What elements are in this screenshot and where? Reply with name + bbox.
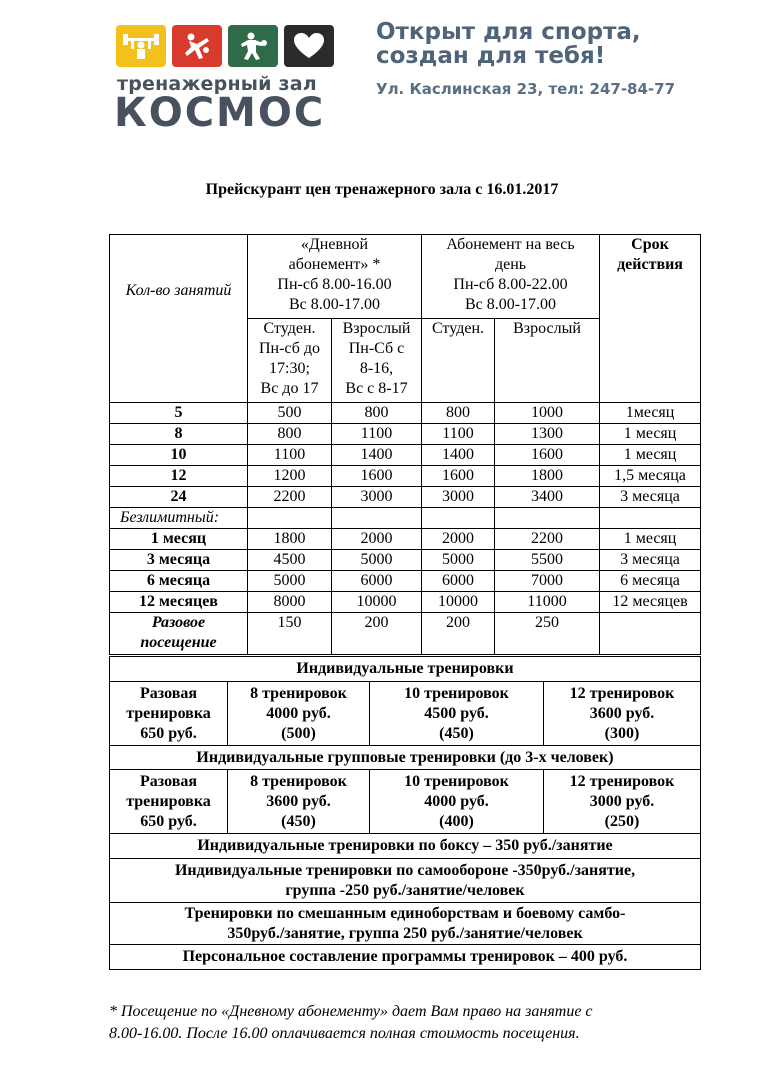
table-row: 6 месяца 5000 6000 6000 7000 6 месяца — [110, 571, 701, 592]
individual-heading-row — [110, 657, 701, 682]
individual-single: Разовая тренировка 650 руб. — [110, 682, 228, 746]
group-single: Разовая тренировка 650 руб. — [110, 770, 228, 834]
self-defense-price: Индивидуальные тренировки по самообороне -350руб./занятие, группа -250 руб./занятие/человек — [110, 859, 701, 903]
unlimited-label: Безлимитный: — [110, 508, 248, 529]
self-defense-row — [110, 859, 701, 903]
group-prices-row — [110, 770, 701, 834]
heart-icon — [284, 25, 334, 67]
logo-name: КОСМОС — [114, 90, 326, 136]
subheader-adult-full: Взрослый — [495, 319, 600, 403]
address: Ул. Каслинская 23, тел: 247-84-77 — [376, 80, 676, 98]
table-row: 12 1200 1600 1600 1800 1,5 месяца — [110, 466, 701, 487]
individual-heading: Индивидуальные тренировки — [110, 657, 701, 682]
individual-prices-row — [110, 682, 701, 746]
col-header-day-pass: «Дневной абонемент» * Пн-сб 8.00-16.00 Вс 8.00-17.00 — [248, 235, 422, 319]
slogan-line-1: Открыт для спорта, — [376, 19, 641, 45]
individual-8: 8 тренировок 4000 руб. (500) — [228, 682, 370, 746]
subheader-adult-day: Взрослый Пн-Сб с 8-16, Вс с 8-17 — [332, 319, 422, 403]
group-heading-row — [110, 746, 701, 770]
boxer-icon — [228, 25, 278, 67]
table-row: 8 800 1100 1100 1300 1 месяц — [110, 424, 701, 445]
group-10: 10 тренировок 4000 руб. (400) — [370, 770, 544, 834]
mma-row — [110, 903, 701, 945]
document-title: Прейскурант цен тренажерного зала с 16.01.2017 — [205, 181, 559, 198]
table-row: 10 1100 1400 1400 1600 1 месяц — [110, 445, 701, 466]
group-8: 8 тренировок 3600 руб. (450) — [228, 770, 370, 834]
col-header-sessions: Кол-во занятий — [110, 235, 248, 403]
group-12: 12 тренировок 3000 руб. (250) — [544, 770, 701, 834]
col-header-validity: Срок действия — [600, 235, 701, 403]
mma-price: Тренировки по смешанным единоборствам и боевому самбо- 350руб./занятие, группа 250 руб./занятие/человек — [110, 903, 701, 945]
training-table — [109, 656, 701, 970]
slogan-line-2: создан для тебя! — [376, 43, 606, 69]
boxing-row — [110, 834, 701, 859]
subheader-student-day: Студен. Пн-сб до 17:30; Вс до 17 — [248, 319, 332, 403]
footnote: * Посещение по «Дневному абонементу» дает Вам право на занятие с 8.00-16.00. После 16.00 оплачивается полная стоимость посещения. — [109, 1003, 593, 1042]
col-header-full-day-pass: Абонемент на весь день Пн-сб 8.00-22.00 Вс 8.00-17.00 — [422, 235, 600, 319]
page-header — [0, 0, 764, 150]
price-table — [109, 234, 701, 655]
boxing-price: Индивидуальные тренировки по боксу – 350 руб./занятие — [110, 834, 701, 859]
unlimited-heading-row — [110, 508, 701, 529]
table-row: 3 месяца 4500 5000 5000 5500 3 месяца — [110, 550, 701, 571]
table-header-row — [110, 235, 701, 319]
table-row: 24 2200 3000 3000 3400 3 месяца — [110, 487, 701, 508]
single-visit-row: Разовое посещение 150 200 200 250 — [110, 613, 701, 655]
table-row: 5 500 800 800 1000 1месяц — [110, 403, 701, 424]
individual-10: 10 тренировок 4500 руб. (450) — [370, 682, 544, 746]
subheader-student-full: Студен. — [422, 319, 495, 403]
logo-subtitle: тренажерный зал — [117, 73, 317, 95]
program-row — [110, 945, 701, 970]
program-price: Персональное составление программы тренировок – 400 руб. — [110, 945, 701, 970]
individual-12: 12 тренировок 3600 руб. (300) — [544, 682, 701, 746]
table-row: 1 месяц 1800 2000 2000 2200 1 месяц — [110, 529, 701, 550]
fighter-icon — [172, 25, 222, 67]
single-visit-label: Разовое посещение — [110, 613, 248, 655]
table-row: 12 месяцев 8000 10000 10000 11000 12 месяцев — [110, 592, 701, 613]
logo-icons — [116, 25, 334, 67]
slogan — [376, 20, 641, 68]
group-heading: Индивидуальные групповые тренировки (до 3-х человек) — [110, 746, 701, 770]
weightlifter-icon — [116, 25, 166, 67]
